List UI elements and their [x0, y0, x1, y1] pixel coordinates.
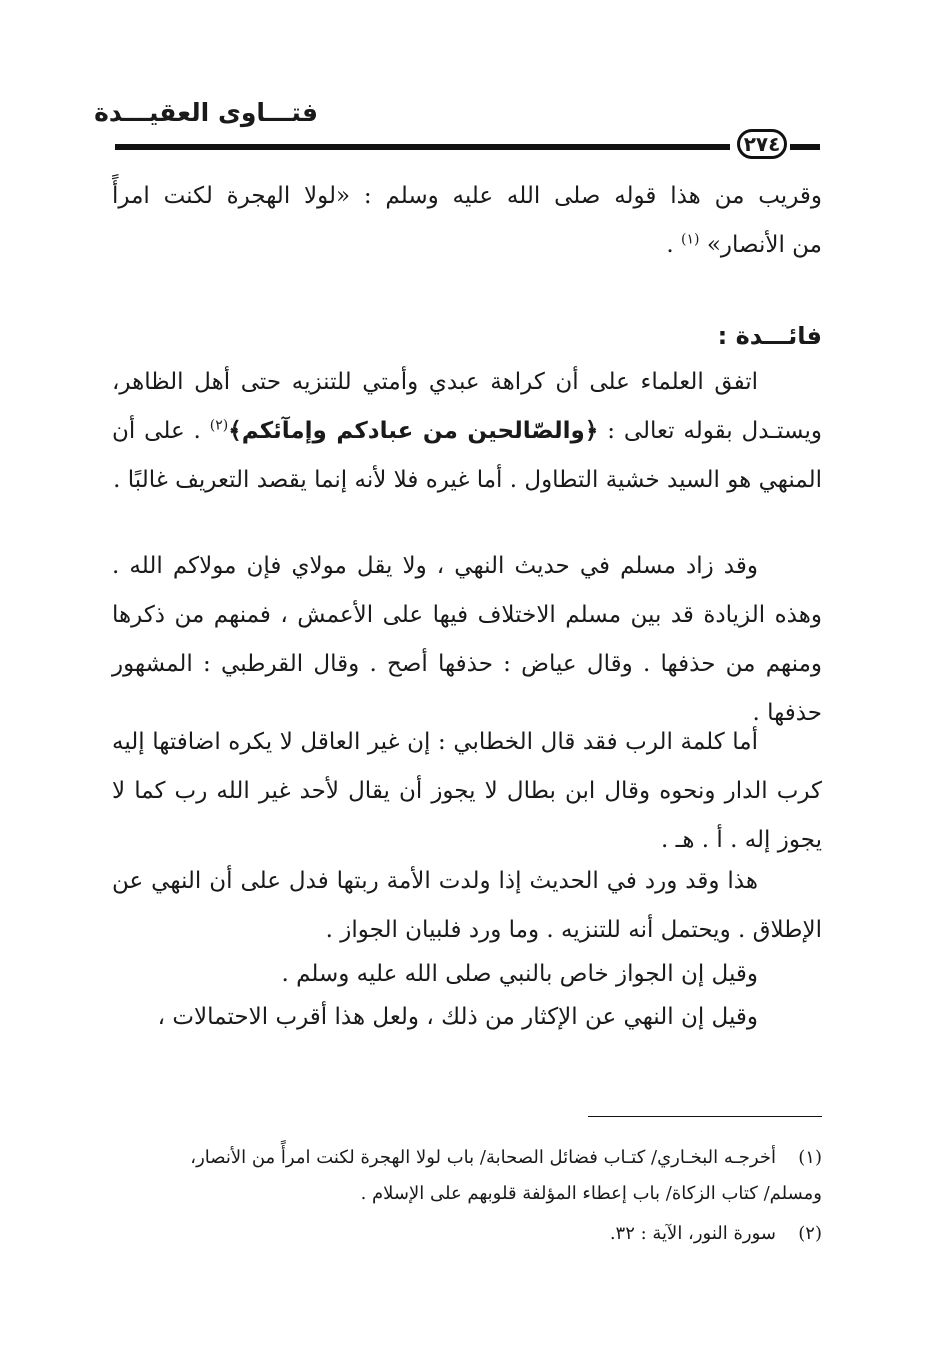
footnote-separator — [588, 1116, 822, 1117]
text-line: يجوز إله . أ . هـ . — [660, 827, 822, 853]
quran-verse: ﴿والصّالحين من عبادكم وإمآئكم﴾ — [228, 418, 599, 444]
footnote-1: (١)أخرجـه البخـاري/ كتـاب فضائل الصحابة/ باب لولا الهجرة لكنت امرأً من الأنصار، — [112, 1140, 822, 1176]
footnote-ref-2[interactable]: (٢) — [209, 417, 229, 434]
footnote-2: (٢)سورة النور، الآية : ٣٢. — [112, 1216, 822, 1252]
text-line: ويستـدل بقوله تعالى : ﴿والصّالحين من عبادكم وإمآئكم﴾$^{(٢)}$ . على أن — [112, 417, 823, 444]
paragraph-ulama-agreement — [112, 358, 822, 505]
text-line: اتفق العلماء على أن كراهة عبدي وأمتي للتنزيه حتى أهل الظاهر، — [112, 369, 758, 395]
footnote-number: (٢) — [798, 1223, 822, 1244]
section-heading — [112, 312, 822, 361]
paragraph-muslim-addition — [112, 542, 822, 738]
text-line: كرب الدار ونحوه وقال ابن بطال لا يجوز أن يقال لأحد غير الله رب كما لا — [112, 778, 822, 804]
text-line: وقريب من هذا قوله صلى الله عليه وسلم : «لولا الهجرة لكنت امرأً — [112, 183, 822, 209]
text-line: حذفها . — [752, 700, 822, 726]
text-line: وهذه الزيادة قد بين مسلم الاختلاف فيها على الأعمش ، فمنهم من ذكرها — [112, 602, 822, 628]
text-line: أما كلمة الرب فقد قال الخطابي : إن غير العاقل لا يكره اضافتها إليه — [112, 729, 758, 755]
text-line: هذا وقد ورد في الحديث إذا ولدت الأمة ربتها فدل على أن النهي عن — [112, 868, 758, 894]
paragraph-word-rabb — [112, 718, 822, 865]
text-line: وقيل إن النهي عن الإكثار من ذلك ، ولعل هذا أقرب الاحتمالات ، — [157, 1004, 758, 1030]
header-rule-short — [790, 144, 820, 150]
text-line: ومنهم من حذفها . وقال عياض : حذفها أصح . وقال القرطبي : المشهور — [112, 651, 822, 677]
text-line: المنهي هو السيد خشية التطاول . أما غيره فلا لأنه إنما يقصد التعريف غالبًا . — [113, 467, 822, 493]
text-line: الإطلاق . ويحتمل أنه للتنزيه . وما ورد فلبيان الجواز . — [325, 917, 822, 943]
heading-faida: فائـــدة : — [717, 322, 822, 350]
footnote-ref-1[interactable]: (١) — [681, 231, 700, 248]
paragraph-hadith-ansar — [112, 172, 822, 270]
paragraph-hadith-ummah — [112, 857, 822, 955]
footnote-number: (١) — [798, 1147, 822, 1168]
running-header-title: فتـــاوى العقيـــدة — [94, 98, 318, 127]
paragraph-excess — [112, 993, 822, 1042]
text-line: وقيل إن الجواز خاص بالنبي صلى الله عليه وسلم . — [281, 961, 758, 987]
text-line: وقد زاد مسلم في حديث النهي ، ولا يقل مولاي فإن مولاكم الله . — [112, 553, 758, 579]
page-number-badge: ٢٧٤ — [737, 129, 787, 159]
footnotes — [112, 1140, 822, 1252]
footnote-1-continued: ومسلم/ كتاب الزكاة/ باب إعطاء المؤلفة قلوبهم على الإسلام . — [360, 1183, 822, 1204]
header-rule — [115, 144, 730, 150]
paragraph-prophet-exception — [112, 950, 822, 999]
text-line: من الأنصار» $^{(١)}$ . — [666, 231, 822, 258]
